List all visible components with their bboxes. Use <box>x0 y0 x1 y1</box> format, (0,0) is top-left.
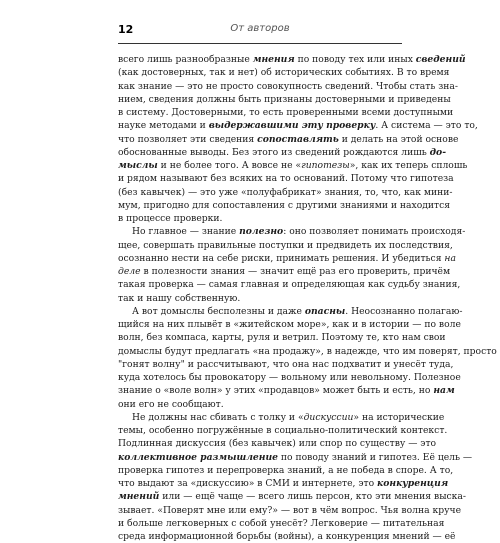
text-run: темы, особенно погружённые в социально-политический контекст. <box>118 425 448 436</box>
text-run: так и нашу собственную. <box>118 292 241 304</box>
text-line <box>118 345 497 358</box>
text-run: : оно позволяет понимать происходя- <box>283 226 466 238</box>
text-line <box>118 212 402 225</box>
text-run: нием, сведения должны быть признаны достоверными и приведены <box>118 93 451 105</box>
text-line <box>118 199 451 212</box>
text-run: проверка гипотез и перепроверка знаний, а не победа в споре. А то, <box>118 464 454 476</box>
text-line <box>118 464 454 477</box>
text-run: в полезности знания — значит ещё раз его проверить, причём <box>140 266 451 277</box>
text-line <box>118 53 466 66</box>
emphasis-italic: на <box>444 252 456 264</box>
text-run: (как достоверных, так и нет) об исторических событиях. В то время <box>118 67 450 79</box>
text-run: . Неосознанно полагаю- <box>345 305 463 317</box>
text-line <box>118 305 463 318</box>
text-line <box>118 398 402 411</box>
text-line <box>118 66 450 79</box>
text-line <box>118 437 437 450</box>
emphasis-bold-italic: полезно <box>239 226 284 238</box>
text-run: обоснованные выводы. Без этого из сведений рождаются лишь <box>118 146 430 158</box>
emphasis-italic: гипотезы <box>301 160 350 171</box>
text-line <box>118 225 466 238</box>
emphasis-bold-italic: мнений <box>118 491 160 503</box>
text-run: они его не сообщают. <box>118 398 224 410</box>
text-line <box>118 371 461 384</box>
text-run: что выдают за «дискуссию» в СМИ и интернете, это <box>118 478 378 489</box>
text-line <box>118 451 473 464</box>
text-line <box>118 477 449 490</box>
emphasis-bold-italic: опасны <box>304 305 346 317</box>
text-line <box>118 252 456 265</box>
text-run: домыслы будут предлагать «на продажу», в надежде, что им поверят, просто <box>118 345 497 357</box>
text-line <box>118 80 459 93</box>
emphasis-bold-italic: нам <box>433 385 455 397</box>
text-line <box>118 424 448 437</box>
text-run: (без кавычек) — это уже «полуфабрикат» знания, то, что, как мини- <box>118 186 453 198</box>
running-head: От авторов <box>230 23 290 34</box>
text-line <box>118 292 402 305</box>
text-line <box>118 106 454 119</box>
text-line <box>118 146 447 159</box>
text-run: и не более того. А вовсе не « <box>157 160 302 171</box>
text-run: мум, пригодно для сопоставления с другими знаниями и находится <box>118 199 451 211</box>
text-run: зывает. «Поверят мне или ему?» — вот в чём вопрос. Чья волна круче <box>118 504 462 516</box>
text-run: щее, совершать правильные поступки и предвидеть их последствия, <box>118 239 453 251</box>
text-line <box>118 172 454 185</box>
text-run: щийся на них плывёт в «житейском море», как и в истории — по воле <box>118 319 461 330</box>
text-line <box>118 384 455 397</box>
text-run: по поводу тех или иных <box>294 54 416 65</box>
text-run: Но главное — знание <box>132 226 240 238</box>
text-line <box>118 490 466 503</box>
text-run: по поводу знаний и гипотез. Её цель — <box>278 451 473 463</box>
emphasis-italic: деле <box>118 266 141 277</box>
emphasis-italic: дискуссии <box>303 411 354 423</box>
page-number: 12 <box>118 23 134 36</box>
text-line <box>118 278 461 291</box>
emphasis-bold-italic: до- <box>429 146 447 158</box>
text-line <box>118 133 459 146</box>
text-line <box>118 530 456 543</box>
text-run: . А система — это то, <box>375 120 478 132</box>
text-line <box>118 504 462 517</box>
text-line <box>118 517 445 530</box>
emphasis-bold-italic: мнения <box>252 54 295 65</box>
text-run: Подлинная дискуссия (без кавычек) или спор по существу — это <box>118 438 437 450</box>
emphasis-bold-italic: мыслы <box>118 160 158 171</box>
text-run: среда информационной борьбы (войны), а конкуренция мнений — её <box>118 531 456 542</box>
text-line <box>118 265 451 278</box>
emphasis-bold-italic: сведений <box>415 54 466 65</box>
text-line <box>118 331 446 344</box>
paragraph <box>118 305 497 411</box>
text-run: как знание — это не просто совокупность сведений. Чтобы стать зна- <box>118 80 459 92</box>
text-line <box>118 358 454 371</box>
text-run: », как их теперь сплошь <box>349 160 468 171</box>
text-run: и рядом называют без всяких на то оснований. Потому что гипотеза <box>118 173 454 185</box>
text-run: в систему. Достоверными, то есть проверенными всеми доступными <box>118 107 454 118</box>
text-line <box>118 239 453 252</box>
body-text <box>118 53 497 543</box>
emphasis-bold-italic: коллективное размышление <box>118 451 279 463</box>
paragraph <box>118 225 466 305</box>
paragraph <box>118 411 473 543</box>
text-run: и больше легковерных с собой унесёт? Легковерие — питательная <box>118 517 445 529</box>
text-run: » на исторические <box>353 411 445 423</box>
text-run: куда хотелось бы провокатору — вольному или невольному. Полезное <box>118 372 461 383</box>
page-header <box>118 23 402 39</box>
header-rule <box>118 43 402 44</box>
text-run: такая проверка — самая главная и определяющая как судьбу знания, <box>118 279 461 291</box>
emphasis-bold-italic: сопоставлять <box>257 133 339 145</box>
text-run: и делать на этой основе <box>338 133 459 145</box>
emphasis-bold-italic: конкуренция <box>377 478 449 489</box>
text-line <box>118 159 468 172</box>
text-line <box>118 93 451 106</box>
text-run: или — ещё чаще — всего лишь персон, кто эти мнения выска- <box>159 491 466 503</box>
text-run: А вот домыслы бесполезны и даже <box>132 305 305 317</box>
text-run: осознанно нести на себе риски, принимать решения. И убедиться <box>118 252 445 264</box>
text-line <box>118 186 453 199</box>
text-line <box>118 119 478 132</box>
text-run: всего лишь разнообразные <box>118 54 253 65</box>
text-line <box>118 318 461 331</box>
text-run: "гонят волну" и рассчитывают, что она нас подхватит и унесёт туда, <box>118 358 454 370</box>
text-run: знание о «воле волн» у этих «продавцов» может быть и есть, но <box>118 385 434 397</box>
text-run: волн, без компаса, карты, руля и ветрил. Поэтому те, кто нам свои <box>118 332 446 344</box>
text-run: что позволяет эти сведения <box>118 133 258 145</box>
text-run: науке методами и <box>118 120 209 132</box>
emphasis-bold-italic: выдержавшими эту проверку <box>208 120 376 132</box>
paragraph <box>118 53 478 225</box>
text-line <box>118 411 445 424</box>
text-run: в процессе проверки. <box>118 213 223 224</box>
text-run: Не должны нас сбивать с толку и « <box>132 411 304 423</box>
